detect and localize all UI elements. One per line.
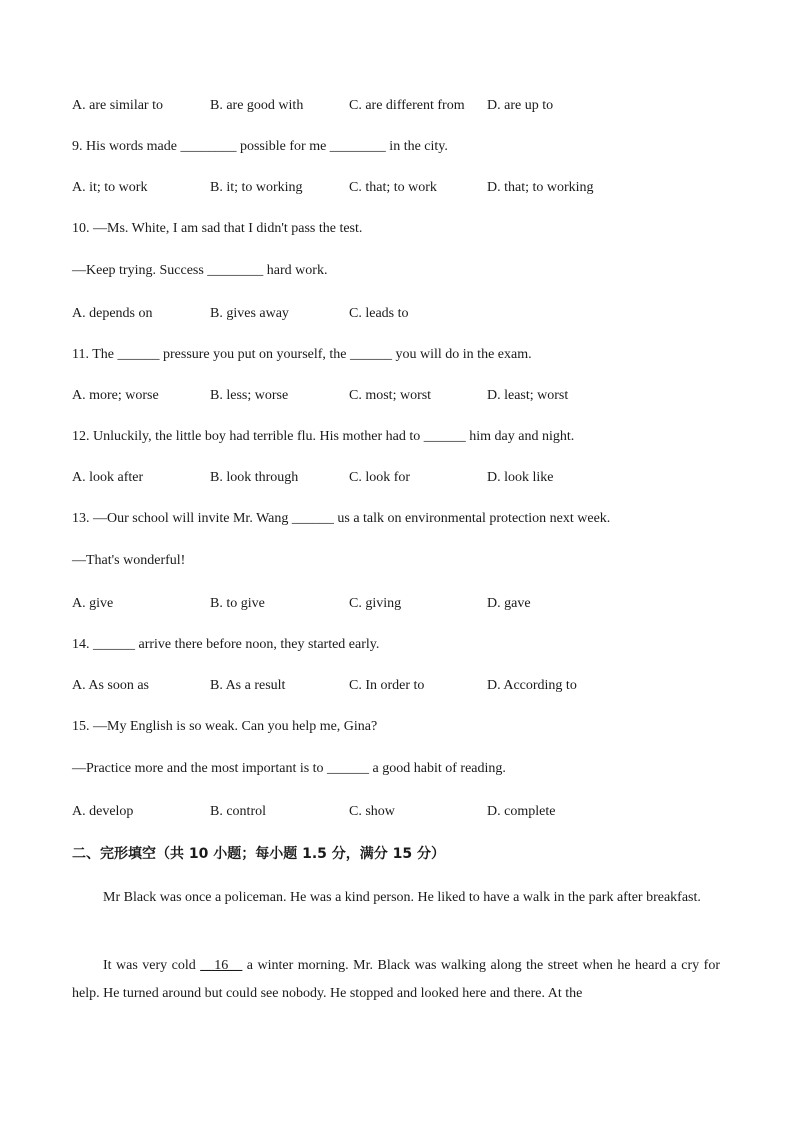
option-c: C. show	[349, 804, 395, 819]
option-a: A. As soon as	[72, 678, 150, 693]
option-d: D. gave	[487, 596, 531, 611]
question-13-stem: 13. —Our school will invite Mr. Wang ______ us a talk on environmental protection next week.	[72, 511, 611, 526]
question-10-stem: 10. —Ms. White, I am sad that I didn't pass the test.	[72, 221, 363, 236]
section-heading: 二、完形填空（共 10 小题；每小题 1.5 分，满分 15 分）	[72, 846, 446, 862]
paragraph-text: It was very cold	[103, 958, 201, 973]
option-c: C. giving	[349, 596, 402, 611]
option-c: C. most; worst	[349, 388, 432, 403]
question-12-stem: 12. Unluckily, the little boy had terrible flu. His mother had to ______ him day and night.	[72, 429, 575, 444]
question-15-reply: —Practice more and the most important is to ______ a good habit of reading.	[72, 761, 506, 776]
question-11-stem: 11. The ______ pressure you put on yourself, the ______ you will do in the exam.	[72, 347, 532, 362]
option-a: A. it; to work	[72, 180, 148, 195]
option-c: C. leads to	[349, 306, 409, 321]
option-b: B. gives away	[210, 306, 289, 321]
option-d: D. According to	[487, 678, 577, 693]
option-b: B. to give	[210, 596, 265, 611]
option-d: D. least; worst	[487, 388, 569, 403]
question-9-stem: 9. His words made ________ possible for me ________ in the city.	[72, 139, 448, 154]
option-d: D. complete	[487, 804, 556, 819]
option-a: A. more; worse	[72, 388, 159, 403]
option-b: B. are good with	[210, 98, 304, 113]
option-b: B. look through	[210, 470, 299, 485]
question-13-reply: —That's wonderful!	[72, 553, 186, 568]
option-c: C. look for	[349, 470, 411, 485]
question-15-stem: 15. —My English is so weak. Can you help me, Gina?	[72, 719, 378, 734]
option-a: A. give	[72, 596, 114, 611]
option-a: A. develop	[72, 804, 134, 819]
option-b: B. As a result	[210, 678, 286, 693]
option-b: B. it; to working	[210, 180, 303, 195]
option-a: A. look after	[72, 470, 144, 485]
option-a: A. are similar to	[72, 98, 163, 113]
option-d: D. that; to working	[487, 180, 594, 195]
option-c: C. are different from	[349, 98, 465, 113]
cloze-blank-16: __16__	[200, 958, 243, 973]
option-b: B. less; worse	[210, 388, 289, 403]
option-a: A. depends on	[72, 306, 153, 321]
passage-paragraph-1: Mr Black was once a policeman. He was a kind person. He liked to have a walk in the park after breakfast.	[103, 890, 701, 905]
paragraph-text: a winter morning. Mr. Black was walking along the street when he heard a cry for help. He turned around but could see nobody. He stopped and looked here and there. At the	[72, 958, 721, 1001]
question-10-reply: —Keep trying. Success ________ hard work.	[72, 263, 328, 278]
option-d: D. look like	[487, 470, 554, 485]
question-14-stem: 14. ______ arrive there before noon, they started early.	[72, 637, 380, 652]
option-b: B. control	[210, 804, 266, 819]
passage-paragraph-2	[72, 952, 720, 1008]
option-d: D. are up to	[487, 98, 554, 113]
option-c: C. that; to work	[349, 180, 437, 195]
option-c: C. In order to	[349, 678, 425, 693]
